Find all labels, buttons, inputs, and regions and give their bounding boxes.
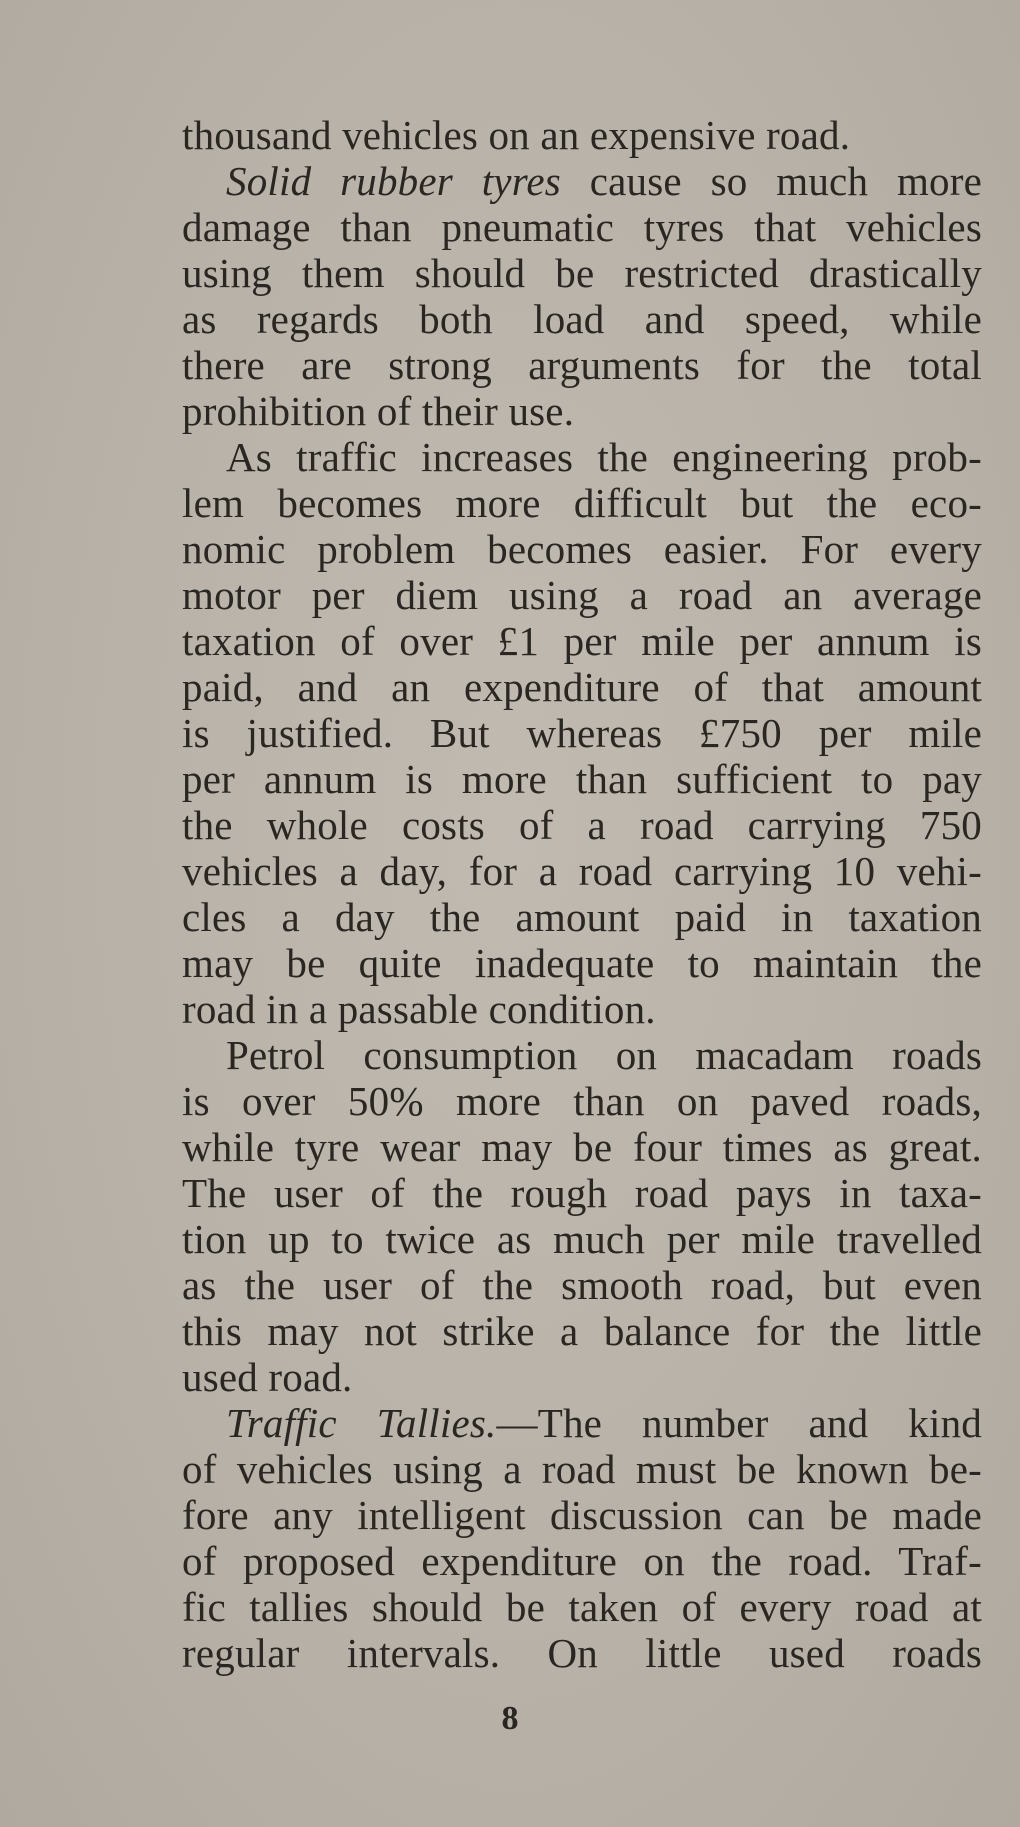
text-line: thousand vehicles on an expensive road. xyxy=(182,112,851,158)
text-line: of vehicles using a road must be known be- xyxy=(182,1446,982,1492)
text-run: cause so much more xyxy=(560,158,982,204)
text-line: as regards both load and speed, while xyxy=(182,296,982,342)
text-line: fore any intelligent discussion can be made xyxy=(182,1492,982,1538)
text-line xyxy=(182,1400,982,1446)
text-line: tion up to twice as much per mile travelled xyxy=(182,1216,982,1262)
text-line: damage than pneumatic tyres that vehicles xyxy=(182,204,982,250)
text-line: using them should be restricted drastically xyxy=(182,250,982,296)
italic-run: Solid rubber tyres xyxy=(226,158,561,204)
text-line: may be quite inadequate to maintain the xyxy=(182,940,982,986)
text-line: is over 50% more than on paved roads, xyxy=(182,1078,982,1124)
text-line: per annum is more than sufficient to pay xyxy=(182,756,982,802)
text-line: The user of the rough road pays in taxa- xyxy=(182,1170,982,1216)
text-line: cles a day the amount paid in taxation xyxy=(182,894,982,940)
text-line: while tyre wear may be four times as great. xyxy=(182,1124,982,1170)
text-line: used road. xyxy=(182,1354,353,1400)
page-number: 8 xyxy=(501,1700,519,1737)
text-line: regular intervals. On little used roads xyxy=(182,1630,982,1676)
page-text-block xyxy=(182,112,982,1676)
text-line: taxation of over £1 per mile per annum is xyxy=(182,618,982,664)
text-run: —The number and kind xyxy=(496,1400,982,1446)
text-line: as the user of the smooth road, but even xyxy=(182,1262,982,1308)
text-line: nomic problem becomes easier. For every xyxy=(182,526,982,572)
text-line: motor per diem using a road an average xyxy=(182,572,982,618)
text-line: As traffic increases the engineering prob- xyxy=(226,434,982,480)
text-line: vehicles a day, for a road carrying 10 vehi- xyxy=(182,848,982,894)
text-line: of proposed expenditure on the road. Traf- xyxy=(182,1538,982,1584)
text-line: Petrol consumption on macadam roads xyxy=(226,1032,982,1078)
italic-run: Traffic Tallies. xyxy=(226,1400,497,1446)
text-line: road in a passable condition. xyxy=(182,986,656,1032)
text-line xyxy=(182,158,982,204)
text-line: lem becomes more difficult but the eco- xyxy=(182,480,982,526)
text-line: fic tallies should be taken of every road at xyxy=(182,1584,982,1630)
text-line: paid, and an expenditure of that amount xyxy=(182,664,982,710)
text-line: this may not strike a balance for the little xyxy=(182,1308,982,1354)
text-line: the whole costs of a road carrying 750 xyxy=(182,802,982,848)
text-line: there are strong arguments for the total xyxy=(182,342,982,388)
text-line: prohibition of their use. xyxy=(182,388,575,434)
text-line: is justified. But whereas £750 per mile xyxy=(182,710,982,756)
